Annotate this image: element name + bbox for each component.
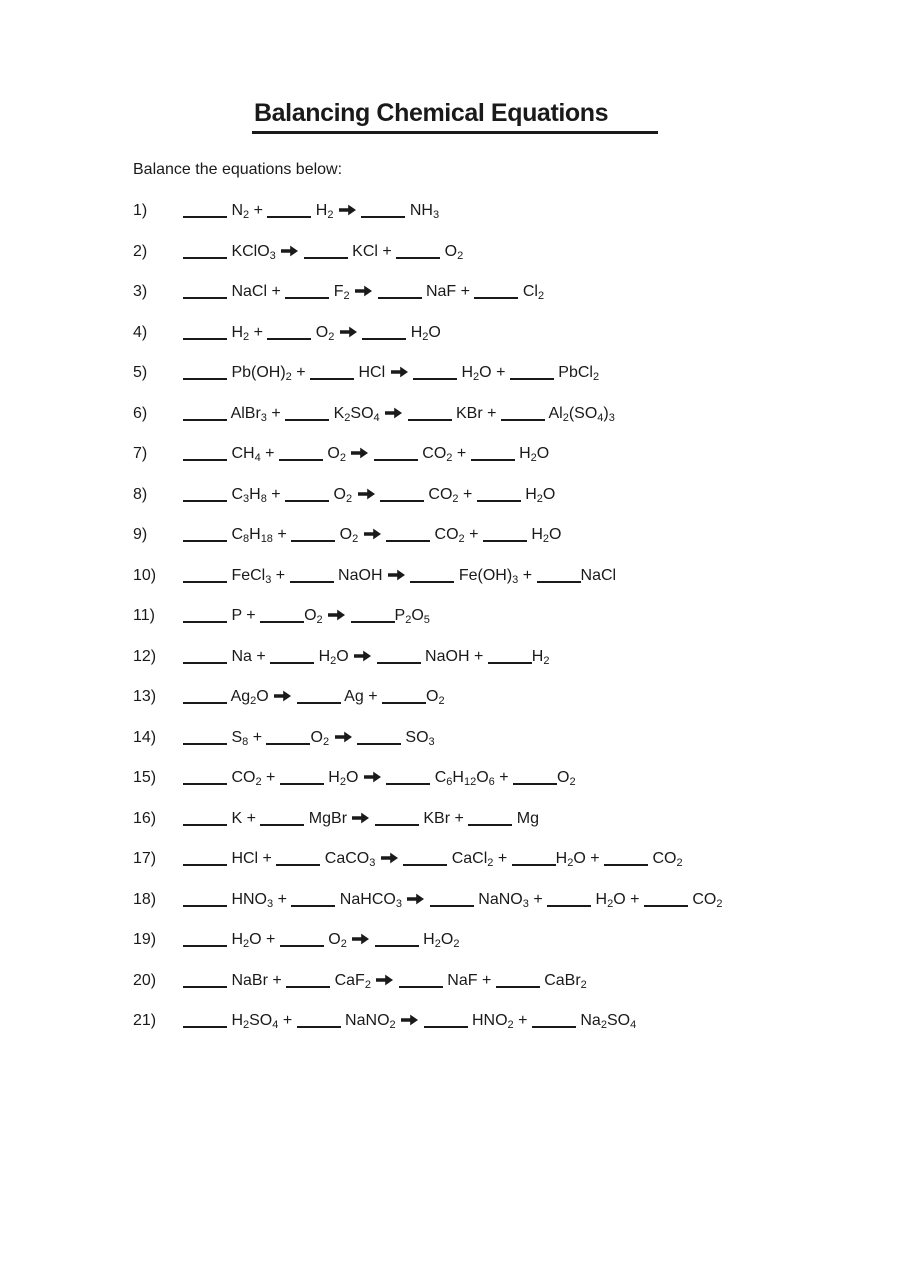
answer-blank xyxy=(183,783,227,785)
answer-blank xyxy=(285,297,329,299)
answer-blank xyxy=(410,581,454,583)
equation-number: 18) xyxy=(133,890,157,908)
answer-blank xyxy=(183,702,227,704)
equation-text: $N_2 + H_2$ $NH_3$ xyxy=(183,191,439,232)
answer-blank xyxy=(183,743,227,745)
answer-blank xyxy=(468,824,512,826)
answer-blank xyxy=(270,662,314,664)
equation-row xyxy=(133,272,900,313)
equation-text: $Na + H_2O$ NaOH + $H_2$ xyxy=(183,637,549,678)
answer-blank xyxy=(276,864,320,866)
answer-blank xyxy=(547,905,591,907)
equation-row xyxy=(133,353,900,394)
equation-number: 20) xyxy=(133,971,157,989)
right-arrow-icon xyxy=(388,556,405,597)
equation-number: 10) xyxy=(133,566,157,584)
equation-text: $P + O_2$ $P_2O_5$ xyxy=(183,596,430,637)
answer-blank xyxy=(386,540,430,542)
equation-text: $H_2 + O_2$ $H_2O$ xyxy=(183,313,441,354)
answer-blank xyxy=(430,905,474,907)
answer-blank xyxy=(183,986,227,988)
answer-blank xyxy=(291,540,335,542)
equation-text: K + MgBr KBr + Mg xyxy=(183,799,539,840)
answer-blank xyxy=(644,905,688,907)
right-arrow-icon xyxy=(355,272,372,313)
answer-blank xyxy=(260,621,304,623)
equation-text: FeCl$_3$ + NaOH $Fe(OH)_3$ + NaCl xyxy=(183,556,616,597)
equation-number: 21) xyxy=(133,1012,157,1029)
answer-blank xyxy=(375,824,419,826)
equation-text: $C_3H_8 + O_2$ $CO_2 + H_2O$ xyxy=(183,475,555,516)
answer-blank xyxy=(183,257,227,259)
answer-blank xyxy=(280,945,324,947)
answer-blank xyxy=(477,500,521,502)
answer-blank xyxy=(496,986,540,988)
answer-blank xyxy=(375,945,419,947)
equation-list xyxy=(133,191,900,1042)
answer-blank xyxy=(362,338,406,340)
equation-number: 8) xyxy=(133,485,148,503)
equation-text: $Ag_2O$ $Ag + O_2$ xyxy=(183,677,445,718)
answer-blank xyxy=(378,297,422,299)
answer-blank xyxy=(374,459,418,461)
equation-text: AlBr$_3$ + $K_2SO_4$ KBr + $Al_2(SO_4)_3$ xyxy=(183,394,615,435)
answer-blank xyxy=(183,419,227,421)
right-arrow-icon xyxy=(401,1001,418,1042)
answer-blank xyxy=(532,1026,576,1028)
answer-blank xyxy=(377,662,421,664)
right-arrow-icon xyxy=(354,637,371,678)
equation-number: 1) xyxy=(133,202,148,219)
equation-number: 7) xyxy=(133,445,148,462)
answer-blank xyxy=(291,905,335,907)
equation-number: 19) xyxy=(133,931,157,948)
equation-text: HCl + CaCO$_3$ CaCl$_2$ + $H_2O + CO_2$ xyxy=(183,839,683,880)
answer-blank xyxy=(424,1026,468,1028)
right-arrow-icon xyxy=(352,920,369,961)
right-arrow-icon xyxy=(274,677,291,718)
answer-blank xyxy=(399,986,443,988)
answer-blank xyxy=(285,500,329,502)
answer-blank xyxy=(304,257,348,259)
equation-text: $C_8H_{18} + O_2$ $CO_2 + H_2O$ xyxy=(183,515,561,556)
answer-blank xyxy=(266,743,310,745)
equation-row xyxy=(133,1001,900,1042)
right-arrow-icon xyxy=(351,434,368,475)
equation-number: 15) xyxy=(133,769,157,786)
equation-number: 17) xyxy=(133,850,157,867)
equation-number: 2) xyxy=(133,242,148,260)
answer-blank xyxy=(413,378,457,380)
equation-row xyxy=(133,718,900,759)
right-arrow-icon xyxy=(407,880,424,921)
worksheet-page xyxy=(0,99,900,1264)
equation-row xyxy=(133,637,900,678)
equation-number: 5) xyxy=(133,364,148,381)
answer-blank xyxy=(396,257,440,259)
answer-blank xyxy=(474,297,518,299)
answer-blank xyxy=(357,743,401,745)
equation-row xyxy=(133,232,900,273)
right-arrow-icon xyxy=(328,596,345,637)
right-arrow-icon xyxy=(364,758,381,799)
equation-row xyxy=(133,677,900,718)
instructions-text: Balance the equations below: xyxy=(133,161,343,178)
right-arrow-icon xyxy=(339,191,356,232)
answer-blank xyxy=(537,581,581,583)
equation-text: $HNO_3$ + NaHCO$_3$ NaNO$_3$ + $H_2O + CO_2$ xyxy=(183,880,723,921)
equation-text: $H_2O + O_2$ $H_2O_2$ xyxy=(183,920,459,961)
answer-blank xyxy=(483,540,527,542)
equation-text: $CO_2 + H_2O$ $C_6H_{12}O_6 + O_2$ xyxy=(183,758,576,799)
answer-blank xyxy=(361,216,405,218)
answer-blank xyxy=(183,540,227,542)
right-arrow-icon xyxy=(352,799,369,840)
answer-blank xyxy=(183,297,227,299)
equation-row xyxy=(133,920,900,961)
answer-blank xyxy=(183,824,227,826)
answer-blank xyxy=(513,783,557,785)
equation-text: KClO$_3$ KCl + $O_2$ xyxy=(183,232,463,273)
equation-number: 16) xyxy=(133,809,157,827)
answer-blank xyxy=(267,338,311,340)
answer-blank xyxy=(267,216,311,218)
answer-blank xyxy=(501,419,545,421)
answer-blank xyxy=(183,905,227,907)
equation-text: $S_8 + O_2$ $SO_3$ xyxy=(183,718,435,759)
equation-number: 3) xyxy=(133,283,148,300)
answer-blank xyxy=(471,459,515,461)
answer-blank xyxy=(183,662,227,664)
answer-blank xyxy=(183,621,227,623)
answer-blank xyxy=(260,824,304,826)
equation-text: $CH_4 + O_2$ $CO_2 + H_2O$ xyxy=(183,434,549,475)
equation-row xyxy=(133,556,900,597)
answer-blank xyxy=(310,378,354,380)
answer-blank xyxy=(386,783,430,785)
equation-number: 14) xyxy=(133,728,157,746)
right-arrow-icon xyxy=(340,313,357,354)
answer-blank xyxy=(351,621,395,623)
answer-blank xyxy=(183,500,227,502)
page-title: Balancing Chemical Equations xyxy=(252,99,658,134)
right-arrow-icon xyxy=(281,232,298,273)
answer-blank xyxy=(183,1026,227,1028)
equation-row xyxy=(133,596,900,637)
answer-blank xyxy=(403,864,447,866)
equation-text: $H_2SO_4$ + NaNO$_2$ $HNO_2 + Na_2SO_4$ xyxy=(183,1001,636,1042)
right-arrow-icon xyxy=(376,961,393,1002)
equation-number: 13) xyxy=(133,688,157,705)
equation-row xyxy=(133,191,900,232)
answer-blank xyxy=(297,702,341,704)
answer-blank xyxy=(183,864,227,866)
right-arrow-icon xyxy=(358,475,375,516)
right-arrow-icon xyxy=(381,839,398,880)
equation-row xyxy=(133,961,900,1002)
answer-blank xyxy=(297,1026,341,1028)
answer-blank xyxy=(183,581,227,583)
equation-number: 12) xyxy=(133,647,157,665)
equation-number: 6) xyxy=(133,404,148,422)
equation-row xyxy=(133,434,900,475)
title-block xyxy=(252,99,900,134)
equation-row xyxy=(133,313,900,354)
equation-text: NaCl + $F_2$ NaF + $Cl_2$ xyxy=(183,272,544,313)
answer-blank xyxy=(512,864,556,866)
answer-blank xyxy=(290,581,334,583)
answer-blank xyxy=(183,459,227,461)
answer-blank xyxy=(285,419,329,421)
equation-text: $Pb(OH)_2$ + HCl $H_2O$ + PbCl$_2$ xyxy=(183,353,599,394)
answer-blank xyxy=(183,216,227,218)
equation-row xyxy=(133,880,900,921)
answer-blank xyxy=(488,662,532,664)
answer-blank xyxy=(380,500,424,502)
equation-row xyxy=(133,799,900,840)
equation-number: 4) xyxy=(133,323,148,341)
answer-blank xyxy=(408,419,452,421)
answer-blank xyxy=(183,338,227,340)
equation-row xyxy=(133,475,900,516)
answer-blank xyxy=(279,459,323,461)
equation-text: NaBr + CaF$_2$ NaF + CaBr$_2$ xyxy=(183,961,587,1002)
right-arrow-icon xyxy=(335,718,352,759)
right-arrow-icon xyxy=(385,394,402,435)
answer-blank xyxy=(183,378,227,380)
right-arrow-icon xyxy=(364,515,381,556)
answer-blank xyxy=(604,864,648,866)
right-arrow-icon xyxy=(391,353,408,394)
equation-number: 11) xyxy=(133,607,155,624)
equation-number: 9) xyxy=(133,526,148,543)
answer-blank xyxy=(183,945,227,947)
answer-blank xyxy=(286,986,330,988)
equation-row xyxy=(133,758,900,799)
answer-blank xyxy=(510,378,554,380)
answer-blank xyxy=(382,702,426,704)
equation-row xyxy=(133,515,900,556)
equation-row xyxy=(133,839,900,880)
equation-row xyxy=(133,394,900,435)
answer-blank xyxy=(280,783,324,785)
